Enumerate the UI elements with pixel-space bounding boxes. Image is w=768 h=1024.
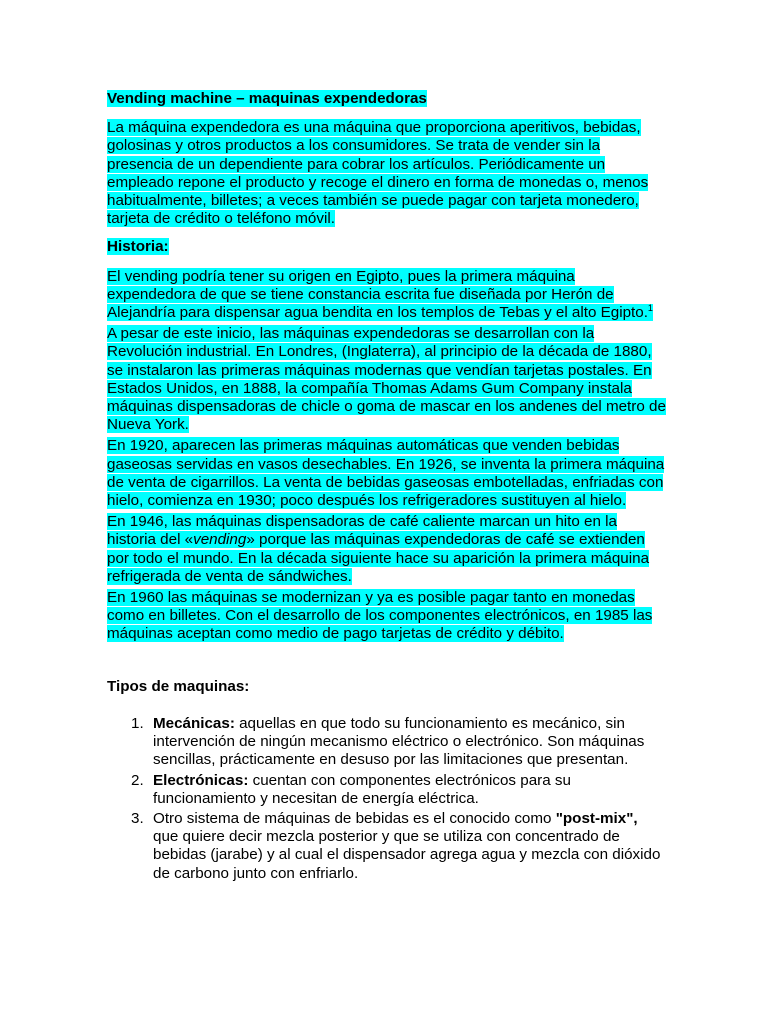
list-item-term: Mecánicas:: [153, 714, 235, 732]
list-item-term: "post-mix",: [555, 809, 638, 827]
footnote-ref[interactable]: 1: [647, 303, 653, 314]
list-item-text: cuentan con componentes electrónicos para su funcionamiento y necesitan de energía eléctrica.: [153, 771, 571, 807]
document-page: [107, 90, 667, 885]
list-item-text: aquellas en que todo su funcionamiento es mecánico, sin intervención de ningún mecanismo eléctrico o electrónico. Son máquinas sencillas, prácticamente en desuso por las limitaciones que presentan.: [153, 714, 645, 769]
history-paragraph-1: [107, 268, 667, 323]
types-heading: Tipos de maquinas:: [107, 677, 250, 695]
history-p5-text: En 1960 las máquinas se modernizan y ya es posible pagar tanto en monedas como en billetes. Con el desarrollo de los componentes electrónicos, en 1985 las máquinas aceptan como medio de pago tarjetas de crédito y débito.: [107, 589, 653, 643]
list-item-text-before: Otro sistema de máquinas de bebidas es el conocido como: [153, 809, 556, 827]
document-title: [107, 90, 667, 108]
history-p4-highlight: [107, 513, 649, 585]
history-p4-text-before: En 1946, las máquinas dispensadoras de café caliente marcan un hito en la historia del «: [107, 513, 617, 549]
history-p1-highlight: [107, 268, 653, 321]
list-item-number: 2.: [131, 771, 144, 789]
list-item-number: 1.: [131, 714, 144, 732]
history-p4-italic: vending: [193, 531, 247, 549]
history-paragraph-4: [107, 513, 667, 586]
history-paragraph-2: [107, 325, 667, 434]
history-paragraph-5: [107, 589, 667, 644]
title-text: Vending machine – maquinas expendedoras: [107, 90, 427, 107]
types-list: [107, 715, 667, 883]
history-p2-text: A pesar de este inicio, las máquinas expendedoras se desarrollan con la Revolución industrial. En Londres, (Inglaterra), al principio de la década de 1880, se instalaron las primeras máquinas modernas que vendían tarjetas postales. En Estados Unidos, en 1888, la compañía Thomas Adams Gum Company instala máquinas dispensadoras de chicle o goma de mascar en los andenes del metro de Nueva York.: [107, 325, 666, 434]
list-item-text-after: que quiere decir mezcla posterior y que se utiliza con concentrado de bebidas (jarabe) y al cual el dispensador agrega agua y mezcla con dióxido de carbono junto con enfriarlo.: [153, 828, 661, 882]
intro-text: La máquina expendedora es una máquina que proporciona aperitivos, bebidas, golosinas y otros productos a los consumidores. Se trata de vender sin la presencia de un dependiente para cobrar los artículos. Periódicamente un empleado repone el producto y recoge el dinero en forma de monedas o, menos habitualmente, billetes; a veces también se puede pagar con tarjeta monedero, tarjeta de crédito o teléfono móvil.: [107, 119, 649, 228]
intro-paragraph: [107, 119, 667, 228]
history-p3-text: En 1920, aparecen las primeras máquinas automáticas que venden bebidas gaseosas servidas en vasos desechables. En 1926, se inventa la primera máquina de venta de cigarrillos. La venta de bebidas gaseosas embotelladas, enfriadas con hielo, comienza en 1930; poco después los refrigeradores sustituyen al hielo.: [107, 437, 665, 510]
list-item: [107, 715, 667, 770]
history-heading: [107, 238, 667, 256]
history-p4-text-after: » porque las máquinas expendedoras de café se extienden por todo el mundo. En la década siguiente hace su aparición la primera máquina refrigerada de venta de sándwiches.: [107, 531, 650, 585]
history-heading-text: Historia:: [107, 238, 169, 256]
history-p1-text: El vending podría tener su origen en Egipto, pues la primera máquina expendedora de que se tiene constancia escrita fue diseñada por Herón de Alejandría para dispensar agua bendita en los templos de Tebas y el alto Egipto.: [107, 267, 648, 322]
history-paragraph-3: [107, 437, 667, 510]
list-item: [107, 772, 667, 808]
list-item-term: Electrónicas:: [153, 771, 249, 789]
list-item-number: 3.: [131, 809, 144, 827]
list-item: [107, 810, 667, 883]
